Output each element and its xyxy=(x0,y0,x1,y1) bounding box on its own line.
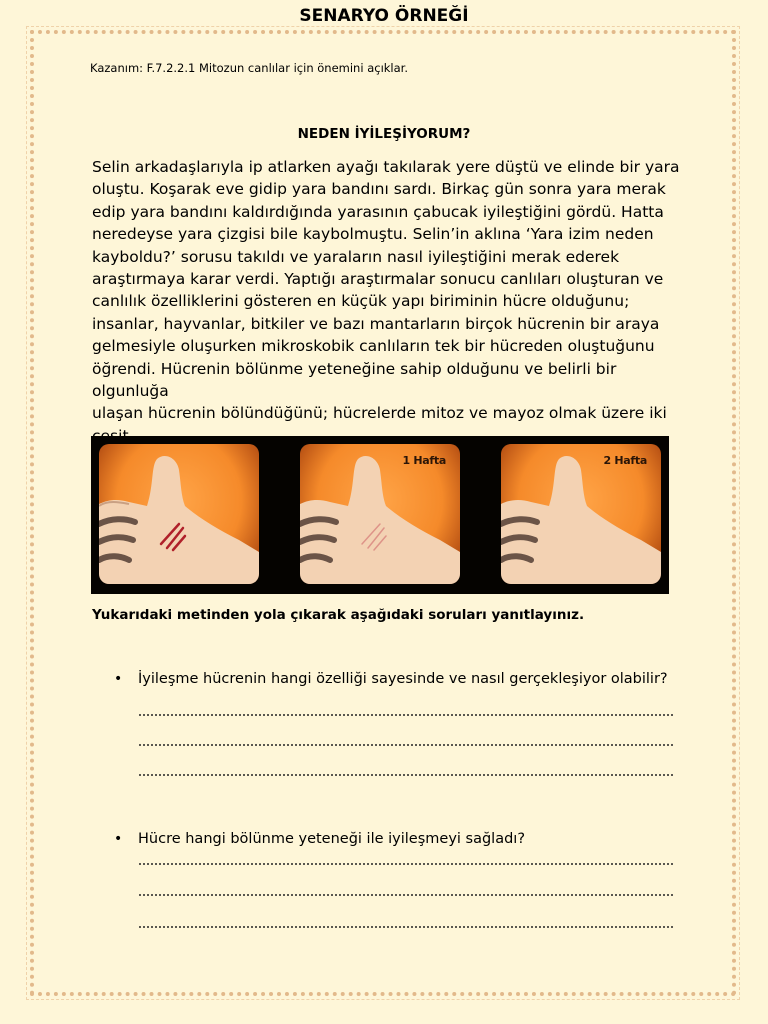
hand-illustration xyxy=(99,444,259,584)
question-text: İyileşme hücrenin hangi özelliği sayesinde ve nasıl gerçekleşiyor olabilir? xyxy=(138,671,668,687)
wound-healing-figure xyxy=(91,436,669,594)
answer-line[interactable] xyxy=(138,774,674,776)
story-title: NEDEN İYİLEŞİYORUM? xyxy=(297,126,471,142)
question-item xyxy=(114,671,668,687)
answer-line[interactable] xyxy=(138,926,674,928)
figure-panel-one-week xyxy=(300,444,460,584)
learning-outcome: Kazanım: F.7.2.2.1 Mitozun canlılar için önemini açıklar. xyxy=(90,61,408,75)
figure-panel-two-weeks xyxy=(501,444,661,584)
question-text: Hücre hangi bölünme yeteneği ile iyileşmeyi sağladı? xyxy=(138,831,526,847)
page-title: SENARYO ÖRNEĞİ xyxy=(299,6,469,26)
question-item xyxy=(114,831,525,847)
bullet-icon: • xyxy=(114,671,123,687)
panel-label: 2 Hafta xyxy=(603,454,647,467)
panel-label: 1 Hafta xyxy=(402,454,446,467)
answer-line[interactable] xyxy=(138,894,674,896)
answer-line[interactable] xyxy=(138,863,674,865)
story-paragraph: Selin arkadaşlarıyla ip atlarken ayağı takılarak yere düştü ve elinde bir yara oluştu. Koşarak eve gidip yara bandını sardı. Birkaç gün sonra yara merak edip yara bandını kaldırdığında yarasının çabucak iyileştiğini gördü. Hatta neredeyse yara çizgisi bile kaybolmuştu. Selin’in aklına ‘Yara izim neden kayboldu?’ sorusu takıldı ve yaraların nasıl iyileştiğini merak ederek araştırmaya karar verdi. Yaptığı araştırmalar sonucu canlıları oluşturan ve canlılık özelliklerini gösteren en küçük yapı biriminin hücre olduğunu; insanlar, hayvanlar, bitkiler ve bazı mantarların birçok hücrenin bir araya gelmesiyle oluşurken mikroskobik canlıların tek bir hücreden oluştuğunu öğrendi. Hücrenin bölünme yeteneğine sahip olduğunu ve belirli bir olgunluğa ulaşan hücrenin bölündüğünü; hücrelerde mitoz ve mayoz olmak üzere iki xyxy=(92,158,680,423)
answer-line[interactable] xyxy=(138,714,674,716)
instruction-text: Yukarıdaki metinden yola çıkarak aşağıdaki soruları yanıtlayınız. xyxy=(92,607,585,623)
figure-panel-fresh-wound xyxy=(99,444,259,584)
bullet-icon: • xyxy=(114,831,123,847)
answer-line[interactable] xyxy=(138,744,674,746)
